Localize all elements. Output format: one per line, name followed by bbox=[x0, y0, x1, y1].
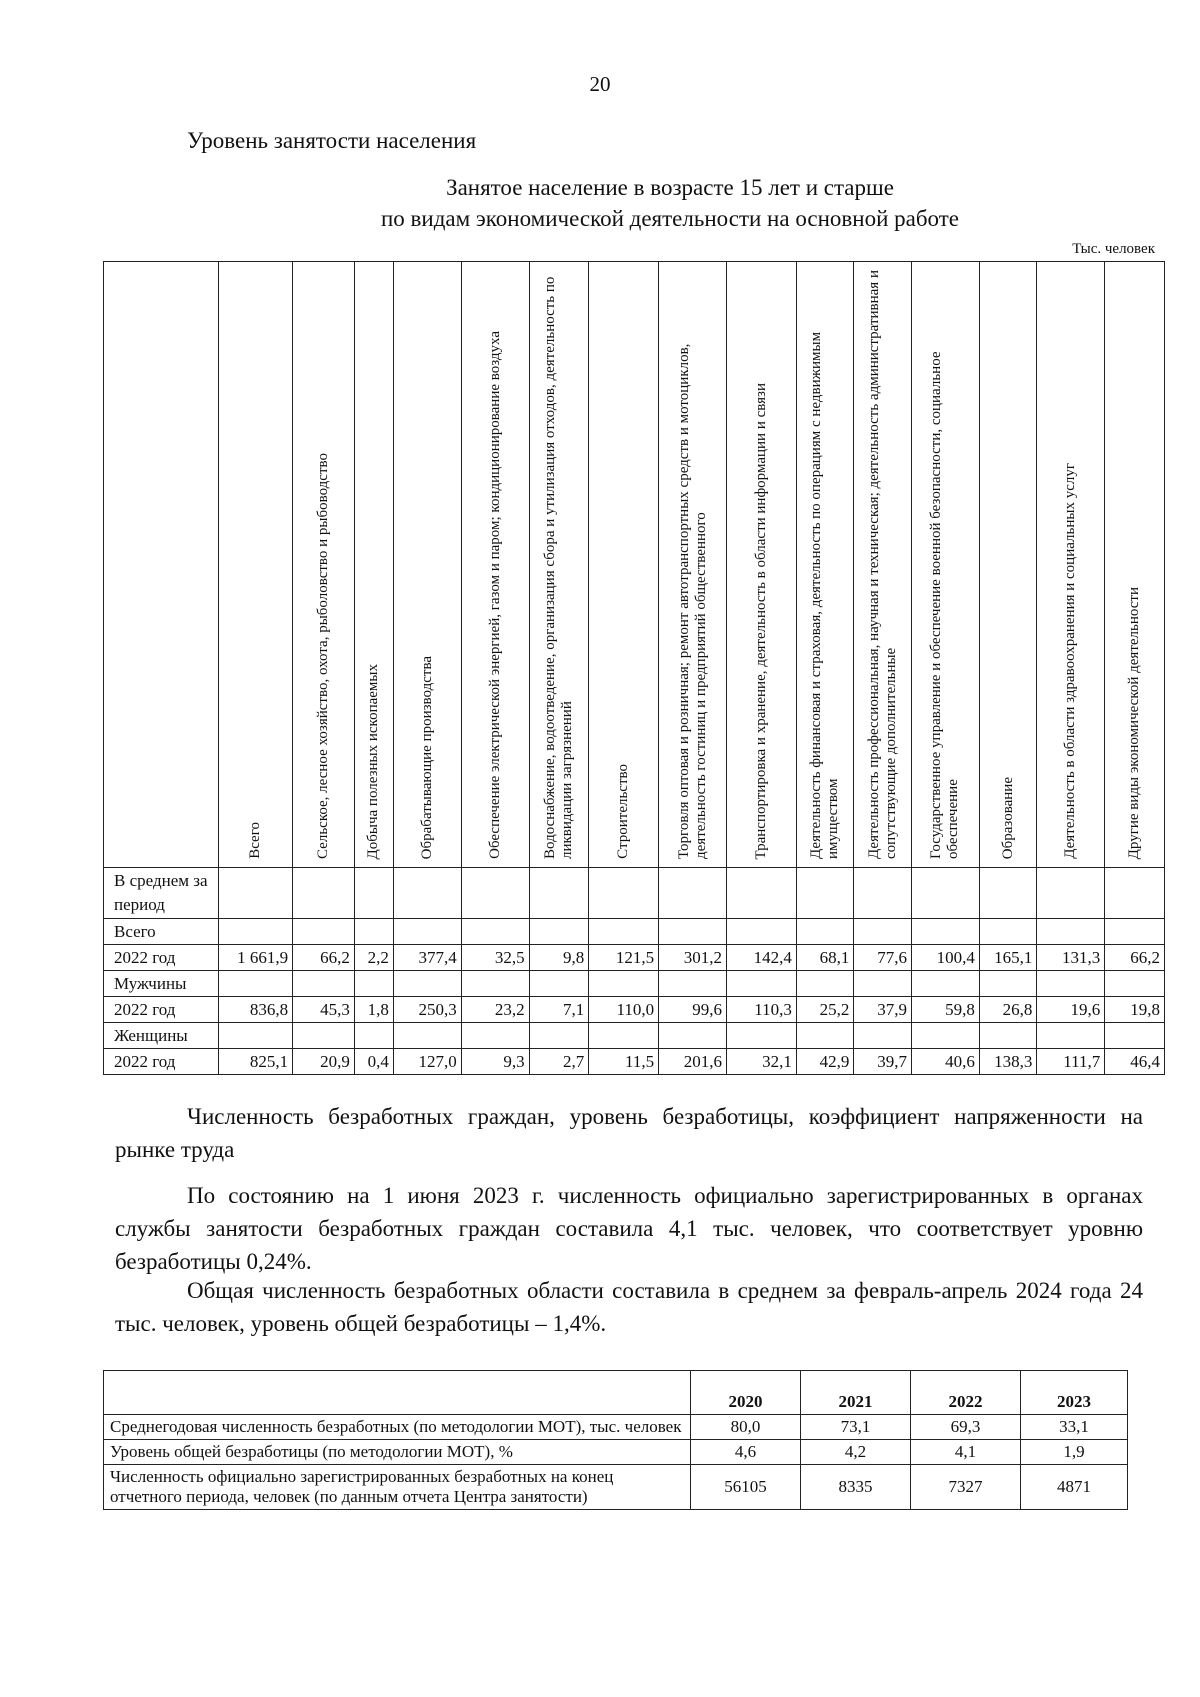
units-label: Тыс. человек bbox=[1072, 241, 1155, 257]
value-cell: 19,8 bbox=[1105, 997, 1165, 1023]
value-cell: 25,2 bbox=[796, 997, 854, 1023]
group-name-row bbox=[104, 971, 1165, 997]
column-header: Водоснабжение, водоотведение, организация сбора и утилизация отходов, деятельность по ликвидации загрязнений bbox=[529, 262, 589, 868]
value-cell: 33,1 bbox=[1021, 1415, 1128, 1440]
column-header: Обрабатывающие производства bbox=[393, 262, 461, 868]
employment-table-title bbox=[240, 172, 1100, 234]
column-header: Транспортировка и хранение, деятельность в области информации и связи bbox=[726, 262, 796, 868]
table-title-line-2: по видам экономической деятельности на основной работе bbox=[380, 206, 960, 231]
value-cell: 100,4 bbox=[911, 945, 979, 971]
value-cell: 69,3 bbox=[911, 1415, 1021, 1440]
value-cell: 4871 bbox=[1021, 1465, 1128, 1510]
page-number: 20 bbox=[589, 72, 611, 96]
value-cell: 825,1 bbox=[219, 1049, 293, 1075]
value-cell: 9,8 bbox=[529, 945, 589, 971]
value-cell: 2,2 bbox=[354, 945, 393, 971]
value-cell: 80,0 bbox=[691, 1415, 801, 1440]
paragraph-2: Общая численность безработных области составила в среднем за февраль-апрель 2024 года 24 тыс. человек, уровень общей безработицы – 1,4%. bbox=[115, 1278, 1143, 1336]
value-cell: 1,9 bbox=[1021, 1440, 1128, 1465]
value-cell: 110,3 bbox=[726, 997, 796, 1023]
value-cell: 39,7 bbox=[854, 1049, 912, 1075]
value-cell: 40,6 bbox=[911, 1049, 979, 1075]
value-cell: 1,8 bbox=[354, 997, 393, 1023]
value-cell: 4,2 bbox=[801, 1440, 911, 1465]
value-cell: 165,1 bbox=[979, 945, 1037, 971]
value-cell: 42,9 bbox=[796, 1049, 854, 1075]
value-cell: 7327 bbox=[911, 1465, 1021, 1510]
value-cell: 66,2 bbox=[293, 945, 355, 971]
column-header: Деятельность в области здравоохранения и социальных услуг bbox=[1037, 262, 1105, 868]
table-row bbox=[104, 1440, 1128, 1465]
year-label: 2022 год bbox=[104, 1049, 219, 1075]
value-cell: 32,5 bbox=[461, 945, 529, 971]
corner-cell bbox=[104, 262, 219, 868]
table-row bbox=[104, 1415, 1128, 1440]
value-cell: 32,1 bbox=[726, 1049, 796, 1075]
period-label: В среднем за период bbox=[104, 868, 219, 919]
column-header: Добыча полезных ископаемых bbox=[354, 262, 393, 868]
value-cell: 20,9 bbox=[293, 1049, 355, 1075]
value-cell: 8335 bbox=[801, 1465, 911, 1510]
group-name: Мужчины bbox=[104, 971, 219, 997]
value-cell: 4,6 bbox=[691, 1440, 801, 1465]
value-cell: 77,6 bbox=[854, 945, 912, 971]
year-label: 2022 год bbox=[104, 945, 219, 971]
year-label: 2022 год bbox=[104, 997, 219, 1023]
table-row bbox=[104, 945, 1165, 971]
value-cell: 127,0 bbox=[393, 1049, 461, 1075]
table-row bbox=[104, 1049, 1165, 1075]
value-cell: 46,4 bbox=[1105, 1049, 1165, 1075]
value-cell: 138,3 bbox=[979, 1049, 1037, 1075]
unemployment-heading: Численность безработных граждан, уровень безработицы, коэффициент напряженности на рынке труда bbox=[115, 1104, 1143, 1162]
employment-table bbox=[103, 261, 1165, 1075]
column-header: Торговля оптовая и розничная; ремонт автотранспортных средств и мотоциклов, деятельность гостиниц и предприятий общественного bbox=[659, 262, 727, 868]
value-cell: 4,1 bbox=[911, 1440, 1021, 1465]
empty-header-cell bbox=[104, 1371, 691, 1415]
row-label: Среднегодовая численность безработных (по методологии МОТ), тыс. человек bbox=[104, 1415, 691, 1440]
value-cell: 2,7 bbox=[529, 1049, 589, 1075]
value-cell: 59,8 bbox=[911, 997, 979, 1023]
value-cell: 26,8 bbox=[979, 997, 1037, 1023]
value-cell: 111,7 bbox=[1037, 1049, 1105, 1075]
value-cell: 68,1 bbox=[796, 945, 854, 971]
period-row bbox=[104, 868, 1165, 919]
value-cell: 23,2 bbox=[461, 997, 529, 1023]
value-cell: 121,5 bbox=[589, 945, 659, 971]
column-header: Другие виды экономической деятельности bbox=[1105, 262, 1165, 868]
group-name-row bbox=[104, 919, 1165, 945]
value-cell: 73,1 bbox=[801, 1415, 911, 1440]
table-row bbox=[104, 1465, 1128, 1510]
column-header: Обеспечение электрической энергией, газом и паром; кондиционирование воздуха bbox=[461, 262, 529, 868]
value-cell: 7,1 bbox=[529, 997, 589, 1023]
year-header-row bbox=[104, 1371, 1128, 1415]
section-title: Уровень занятости населения bbox=[187, 128, 477, 153]
value-cell: 142,4 bbox=[726, 945, 796, 971]
header-row bbox=[104, 262, 1165, 868]
year-header: 2022 bbox=[911, 1371, 1021, 1415]
value-cell: 836,8 bbox=[219, 997, 293, 1023]
value-cell: 19,6 bbox=[1037, 997, 1105, 1023]
value-cell: 37,9 bbox=[854, 997, 912, 1023]
value-cell: 301,2 bbox=[659, 945, 727, 971]
group-name: Всего bbox=[104, 919, 219, 945]
paragraph-1: По состоянию на 1 июня 2023 г. численность официально зарегистрированных в органах службы занятости безработных граждан составила 4,1 тыс. человек, что соответствует уровню безработицы 0,24%. bbox=[115, 1183, 1143, 1274]
year-header: 2020 bbox=[691, 1371, 801, 1415]
column-header: Сельское, лесное хозяйство, охота, рыболовство и рыбоводство bbox=[293, 262, 355, 868]
group-name-row bbox=[104, 1023, 1165, 1049]
value-cell: 377,4 bbox=[393, 945, 461, 971]
value-cell: 45,3 bbox=[293, 997, 355, 1023]
value-cell: 1 661,9 bbox=[219, 945, 293, 971]
column-header: Строительство bbox=[589, 262, 659, 868]
unemployment-table bbox=[103, 1370, 1128, 1510]
value-cell: 99,6 bbox=[659, 997, 727, 1023]
table-title-line-1: Занятое население в возрасте 15 лет и старше bbox=[446, 175, 894, 200]
value-cell: 66,2 bbox=[1105, 945, 1165, 971]
column-header: Государственное управление и обеспечение военной безопасности, социальное обеспечение bbox=[911, 262, 979, 868]
row-label: Численность официально зарегистрированных безработных на конец отчетного периода, человек (по данным отчета Центра занятости) bbox=[104, 1465, 691, 1510]
group-name: Женщины bbox=[104, 1023, 219, 1049]
year-header: 2023 bbox=[1021, 1371, 1128, 1415]
value-cell: 56105 bbox=[691, 1465, 801, 1510]
table-row bbox=[104, 997, 1165, 1023]
column-header: Образование bbox=[979, 262, 1037, 868]
value-cell: 9,3 bbox=[461, 1049, 529, 1075]
column-header: Всего bbox=[219, 262, 293, 868]
row-label: Уровень общей безработицы (по методологии МОТ), % bbox=[104, 1440, 691, 1465]
value-cell: 250,3 bbox=[393, 997, 461, 1023]
value-cell: 131,3 bbox=[1037, 945, 1105, 971]
value-cell: 201,6 bbox=[659, 1049, 727, 1075]
value-cell: 11,5 bbox=[589, 1049, 659, 1075]
value-cell: 0,4 bbox=[354, 1049, 393, 1075]
column-header: Деятельность профессиональная, научная и техническая; деятельность административная и сопутствующие дополнительные bbox=[854, 262, 912, 868]
year-header: 2021 bbox=[801, 1371, 911, 1415]
value-cell: 110,0 bbox=[589, 997, 659, 1023]
column-header: Деятельность финансовая и страховая, деятельность по операциям с недвижимым имуществом bbox=[796, 262, 854, 868]
